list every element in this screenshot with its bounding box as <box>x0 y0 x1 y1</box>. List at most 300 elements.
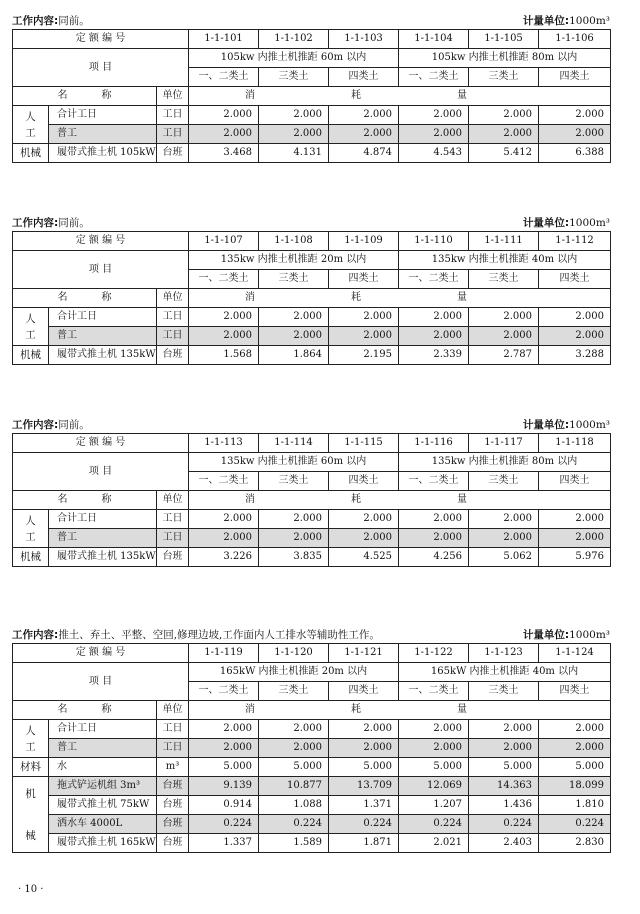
measure-unit <box>523 418 610 433</box>
name-header <box>13 491 157 510</box>
measure-unit-label: 计量单位: <box>522 217 570 229</box>
soil-class: 四类土 <box>329 270 399 289</box>
consumption-value: 4.525 <box>329 548 399 567</box>
category-label: 工 <box>25 740 36 753</box>
consumption-value: 18.099 <box>539 777 611 796</box>
consumption-value: 2.000 <box>399 125 469 144</box>
name-header-char: 名 <box>57 90 68 101</box>
consumption-value: 2.000 <box>259 510 329 529</box>
consumption-value: 2.000 <box>399 739 469 758</box>
group-title: 165kW 内推土机推距 20m 以内 <box>189 663 399 682</box>
measure-unit-value: 1000m³ <box>569 629 610 641</box>
consumption-value: 5.000 <box>399 758 469 777</box>
consumption-header-char: 量 <box>457 704 468 715</box>
resource-unit: 工日 <box>157 739 189 758</box>
category-cell <box>13 777 49 853</box>
resource-row <box>13 548 611 567</box>
resource-name: 履带式推土机 105kW <box>49 144 157 163</box>
consumption-value: 2.403 <box>469 834 539 853</box>
measure-unit-value: 1000m³ <box>569 419 610 431</box>
consumption-value: 2.000 <box>189 510 259 529</box>
consumption-value: 3.288 <box>539 346 611 365</box>
consumption-value: 4.256 <box>399 548 469 567</box>
quota-code: 1-1-101 <box>189 30 259 49</box>
resource-row <box>13 758 611 777</box>
consumption-value: 2.000 <box>259 739 329 758</box>
consumption-value: 2.339 <box>399 346 469 365</box>
category-label: 机械 <box>20 349 41 361</box>
consumption-value: 2.000 <box>259 529 329 548</box>
consumption-value: 2.000 <box>469 510 539 529</box>
consumption-value: 1.088 <box>259 796 329 815</box>
consumption-value: 2.000 <box>189 720 259 739</box>
soil-class: 四类土 <box>329 68 399 87</box>
resource-unit: 台班 <box>157 834 189 853</box>
soil-class: 三类土 <box>469 682 539 701</box>
quota-block <box>12 14 610 163</box>
quota-code: 1-1-112 <box>539 232 611 251</box>
resource-unit: 工日 <box>157 308 189 327</box>
consumption-value: 2.000 <box>399 510 469 529</box>
consumption-value: 2.000 <box>469 720 539 739</box>
consumption-value: 2.000 <box>539 327 611 346</box>
consumption-value: 1.436 <box>469 796 539 815</box>
measure-unit-label: 计量单位: <box>522 15 570 27</box>
soil-class: 四类土 <box>539 472 611 491</box>
resource-row <box>13 815 611 834</box>
name-header-char: 称 <box>101 292 112 303</box>
consumption-value: 5.412 <box>469 144 539 163</box>
resource-row <box>13 125 611 144</box>
resource-row <box>13 327 611 346</box>
consumption-value: 5.000 <box>189 758 259 777</box>
quota-code: 1-1-113 <box>189 434 259 453</box>
resource-row <box>13 834 611 853</box>
resource-unit: 台班 <box>157 796 189 815</box>
consumption-value: 2.000 <box>189 106 259 125</box>
quota-code: 1-1-121 <box>329 644 399 663</box>
column-header-row <box>13 701 611 720</box>
item-header: 项 目 <box>13 663 189 701</box>
resource-row <box>13 106 611 125</box>
consumption-header-char: 耗 <box>351 90 362 101</box>
consumption-value: 2.000 <box>189 529 259 548</box>
resource-name: 水 <box>49 758 157 777</box>
measure-unit-value: 1000m³ <box>569 217 610 229</box>
category-cell <box>13 106 49 144</box>
resource-name: 普工 <box>49 125 157 144</box>
soil-class: 四类土 <box>329 472 399 491</box>
group-title: 105kw 内推土机推距 60m 以内 <box>189 49 399 68</box>
measure-unit-label: 计量单位: <box>522 419 570 431</box>
consumption-value: 1.589 <box>259 834 329 853</box>
consumption-value: 2.000 <box>399 720 469 739</box>
consumption-value: 3.226 <box>189 548 259 567</box>
consumption-value: 2.000 <box>329 510 399 529</box>
consumption-value: 2.000 <box>189 308 259 327</box>
consumption-value: 4.874 <box>329 144 399 163</box>
quota-code: 1-1-116 <box>399 434 469 453</box>
consumption-value: 2.000 <box>259 125 329 144</box>
consumption-value: 2.000 <box>189 327 259 346</box>
resource-unit: 台班 <box>157 346 189 365</box>
consumption-value: 9.139 <box>189 777 259 796</box>
consumption-value: 0.914 <box>189 796 259 815</box>
quota-code: 1-1-104 <box>399 30 469 49</box>
block-header <box>12 418 610 433</box>
consumption-header-char: 耗 <box>351 292 362 303</box>
category-label: 机械 <box>20 551 41 563</box>
resource-row <box>13 510 611 529</box>
quota-code: 1-1-118 <box>539 434 611 453</box>
resource-unit: 台班 <box>157 777 189 796</box>
resource-row <box>13 346 611 365</box>
consumption-value: 2.000 <box>399 529 469 548</box>
consumption-value: 3.468 <box>189 144 259 163</box>
quota-table <box>12 29 611 163</box>
consumption-value: 14.363 <box>469 777 539 796</box>
soil-class: 一、二类土 <box>399 682 469 701</box>
name-header-char: 称 <box>101 494 112 505</box>
consumption-header-char: 消 <box>245 704 256 715</box>
consumption-value: 2.000 <box>469 106 539 125</box>
quota-table <box>12 433 611 567</box>
consumption-value: 0.224 <box>469 815 539 834</box>
consumption-value: 2.000 <box>329 739 399 758</box>
soil-class: 一、二类土 <box>399 472 469 491</box>
consumption-value: 13.709 <box>329 777 399 796</box>
consumption-value: 0.224 <box>539 815 611 834</box>
category-label: 材料 <box>20 761 41 773</box>
consumption-value: 1.207 <box>399 796 469 815</box>
quota-code: 1-1-124 <box>539 644 611 663</box>
quota-code: 1-1-114 <box>259 434 329 453</box>
resource-name: 合计工日 <box>49 308 157 327</box>
consumption-value: 2.000 <box>329 720 399 739</box>
resource-name: 普工 <box>49 529 157 548</box>
work-content-text: 推土、弃土、平整、空回,修理边坡,工作面内人工排水等辅助性工作。 <box>58 629 380 641</box>
consumption-value: 2.000 <box>399 327 469 346</box>
consumption-value: 2.000 <box>469 327 539 346</box>
consumption-value: 2.000 <box>469 739 539 758</box>
soil-class: 三类土 <box>469 270 539 289</box>
soil-class: 四类土 <box>539 68 611 87</box>
code-row <box>13 30 611 49</box>
unit-header: 单位 <box>157 701 189 720</box>
name-header <box>13 701 157 720</box>
quota-block <box>12 418 610 567</box>
soil-class: 三类土 <box>469 68 539 87</box>
quota-table <box>12 643 611 853</box>
resource-name: 合计工日 <box>49 106 157 125</box>
consumption-value: 2.787 <box>469 346 539 365</box>
consumption-header <box>189 289 611 308</box>
work-content-text: 同前。 <box>58 15 90 27</box>
resource-name: 普工 <box>49 327 157 346</box>
consumption-value: 2.000 <box>539 106 611 125</box>
code-header: 定 额 编 号 <box>13 644 189 663</box>
code-header: 定 额 编 号 <box>13 434 189 453</box>
consumption-value: 0.224 <box>399 815 469 834</box>
resource-unit: 台班 <box>157 815 189 834</box>
resource-row <box>13 308 611 327</box>
soil-class: 一、二类土 <box>189 270 259 289</box>
resource-name: 洒水车 4000L <box>49 815 157 834</box>
item-header: 项 目 <box>13 251 189 289</box>
resource-name: 履带式推土机 135kW <box>49 548 157 567</box>
consumption-value: 2.000 <box>469 308 539 327</box>
quota-code: 1-1-122 <box>399 644 469 663</box>
name-header <box>13 289 157 308</box>
consumption-value: 2.000 <box>259 106 329 125</box>
soil-class: 三类土 <box>259 472 329 491</box>
group-title: 105kw 内推土机推距 80m 以内 <box>399 49 611 68</box>
consumption-value: 2.830 <box>539 834 611 853</box>
resource-name: 合计工日 <box>49 720 157 739</box>
consumption-header-char: 量 <box>457 494 468 505</box>
consumption-header-char: 量 <box>457 90 468 101</box>
consumption-value: 2.000 <box>539 720 611 739</box>
resource-unit: 工日 <box>157 327 189 346</box>
resource-unit: 工日 <box>157 106 189 125</box>
item-header: 项 目 <box>13 49 189 87</box>
soil-class: 四类土 <box>539 682 611 701</box>
quota-code: 1-1-108 <box>259 232 329 251</box>
consumption-value: 1.337 <box>189 834 259 853</box>
soil-class: 三类土 <box>259 270 329 289</box>
measure-unit-value: 1000m³ <box>569 15 610 27</box>
resource-name: 普工 <box>49 739 157 758</box>
code-header: 定 额 编 号 <box>13 232 189 251</box>
resource-name: 履带式推土机 75kW <box>49 796 157 815</box>
category-cell <box>13 346 49 365</box>
block-header <box>12 628 610 643</box>
resource-unit: 台班 <box>157 144 189 163</box>
quota-code: 1-1-109 <box>329 232 399 251</box>
soil-class: 三类土 <box>259 68 329 87</box>
consumption-value: 5.976 <box>539 548 611 567</box>
soil-class: 三类土 <box>259 682 329 701</box>
quota-code: 1-1-115 <box>329 434 399 453</box>
unit-header: 单位 <box>157 289 189 308</box>
consumption-value: 2.000 <box>259 308 329 327</box>
resource-row <box>13 529 611 548</box>
group-title: 135kw 内推土机推距 80m 以内 <box>399 453 611 472</box>
consumption-value: 2.000 <box>189 125 259 144</box>
consumption-value: 0.224 <box>259 815 329 834</box>
page-number: · 10 · <box>18 884 44 895</box>
name-header-char: 称 <box>101 704 112 715</box>
work-content-text: 同前。 <box>58 419 90 431</box>
consumption-value: 2.000 <box>469 125 539 144</box>
group-title: 165kW 内推土机推距 40m 以内 <box>399 663 611 682</box>
block-header <box>12 216 610 231</box>
work-content-label: 工作内容: <box>12 629 59 641</box>
consumption-value: 4.543 <box>399 144 469 163</box>
resource-unit: 工日 <box>157 125 189 144</box>
group-title: 135kw 内推土机推距 60m 以内 <box>189 453 399 472</box>
measure-unit <box>523 216 610 231</box>
category-cell <box>13 510 49 548</box>
soil-class: 一、二类土 <box>189 472 259 491</box>
quota-code: 1-1-105 <box>469 30 539 49</box>
group-title: 135kw 内推土机推距 20m 以内 <box>189 251 399 270</box>
resource-name: 拖式铲运机组 3m³ <box>49 777 157 796</box>
work-content-label: 工作内容: <box>12 15 59 27</box>
soil-class: 四类土 <box>539 270 611 289</box>
consumption-value: 2.195 <box>329 346 399 365</box>
consumption-value: 2.000 <box>469 529 539 548</box>
consumption-value: 10.877 <box>259 777 329 796</box>
consumption-header-char: 消 <box>245 292 256 303</box>
category-cell <box>13 758 49 777</box>
category-label: 机 <box>25 787 36 800</box>
consumption-value: 2.000 <box>539 510 611 529</box>
measure-unit-label: 计量单位: <box>522 629 570 641</box>
resource-name: 履带式推土机 135kW <box>49 346 157 365</box>
quota-code: 1-1-111 <box>469 232 539 251</box>
quota-code: 1-1-102 <box>259 30 329 49</box>
resource-unit: 台班 <box>157 548 189 567</box>
consumption-value: 2.000 <box>259 720 329 739</box>
soil-class: 一、二类土 <box>399 68 469 87</box>
resource-name: 履带式推土机 165kW <box>49 834 157 853</box>
consumption-value: 2.000 <box>329 327 399 346</box>
resource-row <box>13 739 611 758</box>
name-header-char: 名 <box>57 292 68 303</box>
consumption-value: 1.810 <box>539 796 611 815</box>
quota-code: 1-1-123 <box>469 644 539 663</box>
soil-class: 四类土 <box>329 682 399 701</box>
consumption-value: 5.062 <box>469 548 539 567</box>
consumption-value: 2.000 <box>539 739 611 758</box>
resource-row <box>13 144 611 163</box>
category-label: 工 <box>25 126 36 139</box>
category-label: 工 <box>25 328 36 341</box>
category-cell <box>13 144 49 163</box>
soil-class: 一、二类土 <box>399 270 469 289</box>
code-row <box>13 644 611 663</box>
consumption-value: 5.000 <box>329 758 399 777</box>
name-header-char: 称 <box>101 90 112 101</box>
unit-header: 单位 <box>157 491 189 510</box>
name-header <box>13 87 157 106</box>
consumption-value: 2.000 <box>259 327 329 346</box>
soil-class: 一、二类土 <box>189 68 259 87</box>
quota-code: 1-1-110 <box>399 232 469 251</box>
consumption-value: 2.000 <box>189 739 259 758</box>
consumption-header-char: 消 <box>245 494 256 505</box>
consumption-value: 2.000 <box>539 308 611 327</box>
consumption-value: 0.224 <box>189 815 259 834</box>
unit-header: 单位 <box>157 87 189 106</box>
category-label: 机械 <box>20 147 41 159</box>
category-label: 工 <box>25 530 36 543</box>
group-title: 135kw 内推土机推距 40m 以内 <box>399 251 611 270</box>
consumption-value: 2.000 <box>399 106 469 125</box>
consumption-value: 0.224 <box>329 815 399 834</box>
consumption-header-char: 耗 <box>351 494 362 505</box>
consumption-value: 5.000 <box>539 758 611 777</box>
consumption-header-char: 量 <box>457 292 468 303</box>
category-label: 人 <box>25 312 36 325</box>
consumption-value: 2.000 <box>399 308 469 327</box>
group-row <box>13 663 611 682</box>
item-header: 项 目 <box>13 453 189 491</box>
consumption-value: 1.871 <box>329 834 399 853</box>
resource-unit: 工日 <box>157 529 189 548</box>
category-label: 人 <box>25 110 36 123</box>
code-header: 定 额 编 号 <box>13 30 189 49</box>
consumption-value: 12.069 <box>399 777 469 796</box>
column-header-row <box>13 289 611 308</box>
column-header-row <box>13 491 611 510</box>
resource-unit: m³ <box>157 758 189 777</box>
resource-row <box>13 777 611 796</box>
quota-code: 1-1-103 <box>329 30 399 49</box>
consumption-value: 2.000 <box>329 308 399 327</box>
column-header-row <box>13 87 611 106</box>
consumption-value: 2.000 <box>539 125 611 144</box>
soil-class: 一、二类土 <box>189 682 259 701</box>
measure-unit <box>523 628 610 643</box>
quota-code: 1-1-120 <box>259 644 329 663</box>
quota-block <box>12 216 610 365</box>
consumption-value: 2.000 <box>329 106 399 125</box>
resource-unit: 工日 <box>157 510 189 529</box>
group-row <box>13 49 611 68</box>
name-header-char: 名 <box>57 494 68 505</box>
consumption-header-char: 消 <box>245 90 256 101</box>
code-row <box>13 434 611 453</box>
consumption-value: 1.371 <box>329 796 399 815</box>
quota-code: 1-1-117 <box>469 434 539 453</box>
consumption-value: 1.568 <box>189 346 259 365</box>
consumption-value: 2.021 <box>399 834 469 853</box>
consumption-value: 1.864 <box>259 346 329 365</box>
resource-row <box>13 796 611 815</box>
quota-block <box>12 628 610 853</box>
quota-code: 1-1-106 <box>539 30 611 49</box>
consumption-value: 2.000 <box>329 125 399 144</box>
consumption-value: 4.131 <box>259 144 329 163</box>
work-content-label: 工作内容: <box>12 419 59 431</box>
work-content-label: 工作内容: <box>12 217 59 229</box>
category-cell <box>13 548 49 567</box>
category-label: 械 <box>25 829 36 842</box>
group-row <box>13 453 611 472</box>
soil-class: 三类土 <box>469 472 539 491</box>
resource-row <box>13 720 611 739</box>
block-header <box>12 14 610 29</box>
consumption-header-char: 耗 <box>351 704 362 715</box>
category-cell <box>13 308 49 346</box>
quota-table <box>12 231 611 365</box>
consumption-value: 6.388 <box>539 144 611 163</box>
quota-code: 1-1-119 <box>189 644 259 663</box>
consumption-header <box>189 701 611 720</box>
consumption-value: 5.000 <box>259 758 329 777</box>
resource-name: 合计工日 <box>49 510 157 529</box>
category-label: 人 <box>25 514 36 527</box>
work-content-text: 同前。 <box>58 217 90 229</box>
consumption-value: 2.000 <box>539 529 611 548</box>
resource-unit: 工日 <box>157 720 189 739</box>
consumption-value: 5.000 <box>469 758 539 777</box>
category-cell <box>13 720 49 758</box>
name-header-char: 名 <box>57 704 68 715</box>
consumption-value: 3.835 <box>259 548 329 567</box>
